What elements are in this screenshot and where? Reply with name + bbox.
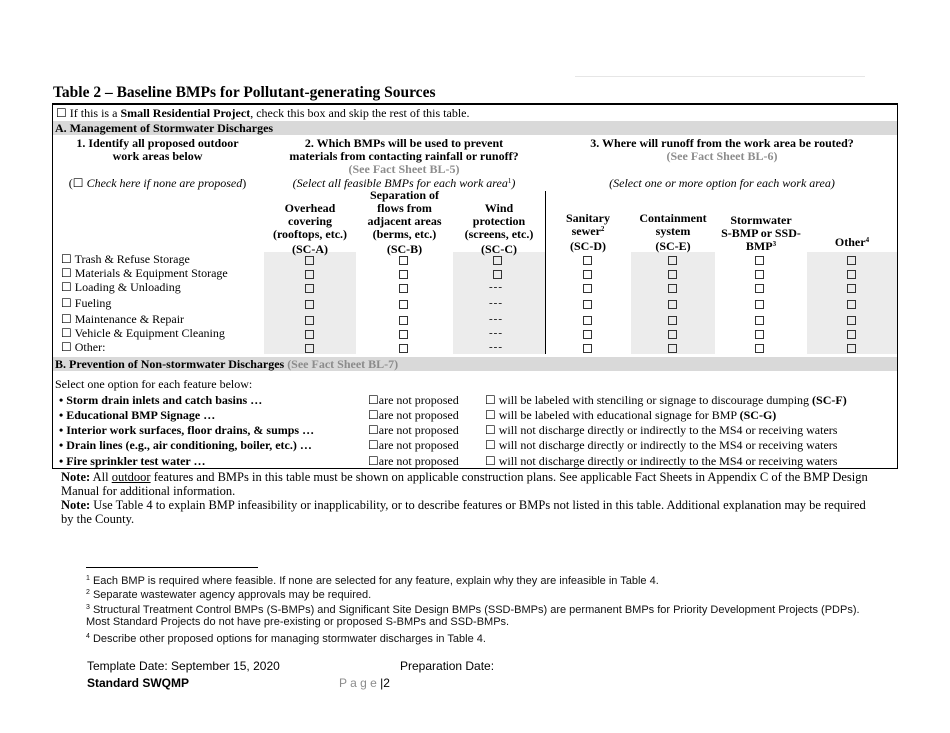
- bmp-checkbox-sc-d[interactable]: [583, 284, 592, 293]
- none-proposed-checkbox[interactable]: ☐: [72, 176, 84, 190]
- feature-option-no-discharge: ☐ will not discharge directly or indirectly to the MS4 or receiving waters: [485, 423, 838, 437]
- bmp-checkbox-sc-b[interactable]: [399, 344, 408, 353]
- bmp-checkbox-sc-e[interactable]: [668, 256, 677, 265]
- bmp-checkbox-sc-c[interactable]: [493, 270, 502, 279]
- footnote-1: $^1$ Each BMP is required where feasible. If none are selected for any feature, explain why they are infeasible in Table 4.: [86, 575, 659, 587]
- top-rule: [575, 76, 865, 77]
- feature-option-not-proposed: ☐are not proposed: [368, 454, 459, 468]
- bmp-checkbox-sc-d[interactable]: [583, 330, 592, 339]
- work-area-item: ☐ Vehicle & Equipment Cleaning: [61, 326, 225, 340]
- feature-option-not-proposed: ☐are not proposed: [368, 438, 459, 452]
- template-date: Template Date: September 15, 2020: [87, 659, 280, 673]
- work-area-item: ☐ Maintenance & Repair: [61, 312, 185, 326]
- bmp-col-other-header: Other$^4$: [834, 235, 870, 249]
- feature-option-no-discharge: ☐ will not discharge directly or indirectly to the MS4 or receiving waters: [485, 454, 838, 468]
- not-proposed-checkbox[interactable]: ☐: [368, 393, 379, 407]
- bmp-checkbox-other[interactable]: [847, 316, 856, 325]
- not-proposed-checkbox[interactable]: ☐: [368, 423, 379, 437]
- note-table-4: Note: Use Table 4 to explain BMP infeasibility or inapplicability, or to describe features or BMPs not listed in this table. Additional explanation may be required by the County.: [61, 498, 866, 526]
- small-residential-row: ☐ If this is a Small Residential Project, check this box and skip the rest of this table.: [56, 106, 470, 120]
- bmp-checkbox-sc-b[interactable]: [399, 330, 408, 339]
- bmp-checkbox-other[interactable]: [847, 270, 856, 279]
- bmp-checkbox-stormwater-bmp[interactable]: [755, 330, 764, 339]
- work-area-item: ☐ Other:: [61, 340, 106, 354]
- bmp-checkbox-other[interactable]: [847, 284, 856, 293]
- bmp-checkbox-stormwater-bmp[interactable]: [755, 256, 764, 265]
- document-name: Standard SWQMP: [87, 676, 190, 690]
- preparation-date: Preparation Date:: [400, 659, 495, 673]
- col2-header-line2: materials from contacting rainfall or runoff?: [289, 149, 519, 163]
- footnote-4: $^4$ Describe other proposed options for managing stormwater discharges in Table 4.: [86, 633, 486, 645]
- bmp-col-sc-a-header: Overhead covering (rooftops, etc.) (SC-A): [272, 201, 348, 256]
- labeled-checkbox[interactable]: ☐: [485, 408, 496, 422]
- bmp-checkbox-sc-e[interactable]: [668, 300, 677, 309]
- feature-label: • Storm drain inlets and catch basins …: [59, 393, 263, 407]
- no-discharge-checkbox[interactable]: ☐: [485, 423, 496, 437]
- work-area-checkbox[interactable]: ☐: [61, 252, 72, 266]
- col2-fact-sheet-ref: (See Fact Sheet BL-5): [348, 162, 460, 176]
- feature-option-not-proposed: ☐are not proposed: [368, 423, 459, 437]
- work-area-checkbox[interactable]: ☐: [61, 340, 72, 354]
- not-proposed-checkbox[interactable]: ☐: [368, 408, 379, 422]
- bmp-checkbox-sc-a[interactable]: [305, 284, 314, 293]
- bmp-col-stormwater-header: Stormwater S-BMP or SSD- BMP$^3$: [721, 213, 801, 253]
- not-applicable-dash: ---: [489, 313, 503, 325]
- not-applicable-dash: ---: [489, 341, 503, 353]
- bmp-col-sc-b-header: Separation of flows from adjacent areas (berms, etc.) (SC-B): [367, 188, 442, 256]
- bmp-checkbox-other[interactable]: [847, 344, 856, 353]
- section-b-heading: B. Prevention of Non-stormwater Discharges (See Fact Sheet BL-7): [55, 357, 399, 371]
- section-a-heading: A. Management of Stormwater Discharges: [55, 121, 274, 135]
- feature-label: • Interior work surfaces, floor drains, & sumps …: [59, 423, 315, 437]
- work-area-checkbox[interactable]: ☐: [61, 296, 72, 310]
- small-residential-label: Small Residential Project: [120, 106, 251, 120]
- not-applicable-dash: ---: [489, 297, 503, 309]
- col3-fact-sheet-ref: (See Fact Sheet BL-6): [666, 149, 778, 163]
- bmp-checkbox-sc-b[interactable]: [399, 270, 408, 279]
- col1-none-note: (☐ Check here if none are proposed): [68, 176, 247, 190]
- col3-select-note: (Select one or more option for each work area): [609, 176, 835, 190]
- bmp-checkbox-sc-d[interactable]: [583, 256, 592, 265]
- col1-header-line1: 1. Identify all proposed outdoor: [76, 136, 239, 150]
- bmp-checkbox-sc-b[interactable]: [399, 300, 408, 309]
- not-applicable-dash: ---: [489, 281, 503, 293]
- table-title: Table 2 – Baseline BMPs for Pollutant-generating Sources: [53, 84, 436, 101]
- col2-header-line1: 2. Which BMPs will be used to prevent: [304, 136, 504, 150]
- work-area-checkbox[interactable]: ☐: [61, 280, 72, 294]
- footnote-rule: [86, 567, 258, 568]
- bmp-checkbox-other[interactable]: [847, 330, 856, 339]
- bmp-checkbox-sc-e[interactable]: [668, 330, 677, 339]
- bmp-checkbox-sc-a[interactable]: [305, 300, 314, 309]
- col2-select-note: (Select all feasible BMPs for each work area$^1$): [292, 176, 516, 190]
- bmp-checkbox-sc-e[interactable]: [668, 344, 677, 353]
- no-discharge-checkbox[interactable]: ☐: [485, 454, 496, 468]
- bmp-checkbox-sc-d[interactable]: [583, 300, 592, 309]
- feature-label: • Drain lines (e.g., air conditioning, boiler, etc.) …: [59, 438, 312, 452]
- bmp-checkbox-sc-d[interactable]: [583, 344, 592, 353]
- work-area-item: ☐ Trash & Refuse Storage: [61, 252, 190, 266]
- bmp-checkbox-sc-e[interactable]: [668, 284, 677, 293]
- bmp-checkbox-sc-e[interactable]: [668, 270, 677, 279]
- small-residential-checkbox[interactable]: ☐: [56, 106, 67, 120]
- work-area-checkbox[interactable]: ☐: [61, 266, 72, 280]
- feature-option-not-proposed: ☐are not proposed: [368, 393, 459, 407]
- feature-option-no-discharge: ☐ will not discharge directly or indirectly to the MS4 or receiving waters: [485, 438, 838, 452]
- bmp-col-sc-e-header: Containment system (SC-E): [639, 211, 707, 253]
- bmp-checkbox-sc-b[interactable]: [399, 316, 408, 325]
- labeled-checkbox[interactable]: ☐: [485, 393, 496, 407]
- bmp-checkbox-sc-a[interactable]: [305, 256, 314, 265]
- bmp-checkbox-stormwater-bmp[interactable]: [755, 270, 764, 279]
- col-separator: [545, 191, 546, 354]
- work-area-item: ☐ Fueling: [61, 296, 112, 310]
- bmp-checkbox-stormwater-bmp[interactable]: [755, 344, 764, 353]
- bmp-checkbox-sc-b[interactable]: [399, 284, 408, 293]
- bmp-checkbox-other[interactable]: [847, 300, 856, 309]
- col1-header-line2: work areas below: [112, 149, 203, 163]
- bmp-checkbox-stormwater-bmp[interactable]: [755, 284, 764, 293]
- work-area-checkbox[interactable]: ☐: [61, 312, 72, 326]
- bmp-checkbox-other[interactable]: [847, 256, 856, 265]
- bmp-checkbox-sc-a[interactable]: [305, 344, 314, 353]
- bmp-col-sc-c-header: Wind protection (screens, etc.) (SC-C): [464, 201, 534, 256]
- feature-option-labeled: ☐ will be labeled with educational signage for BMP (SC-G): [485, 408, 777, 422]
- bmp-checkbox-sc-b[interactable]: [399, 256, 408, 265]
- work-area-checkbox[interactable]: ☐: [61, 326, 72, 340]
- bmp-checkbox-sc-e[interactable]: [668, 316, 677, 325]
- feature-label: • Fire sprinkler test water …: [59, 454, 206, 468]
- not-proposed-checkbox[interactable]: ☐: [368, 438, 379, 452]
- page-number: P a g e |2: [339, 676, 390, 690]
- bmp-checkbox-stormwater-bmp[interactable]: [755, 300, 764, 309]
- bmp-checkbox-sc-a[interactable]: [305, 270, 314, 279]
- bmp-col-sc-d-header: Sanitary sewer$^2$ (SC-D): [565, 211, 610, 253]
- section-b-fact-sheet-ref: (See Fact Sheet BL-7): [287, 357, 399, 371]
- note-outdoor-features: Note: All outdoor features and BMPs in this table must be shown on applicable construction plans. See applicable Fact Sheets in Appendix C of the BMP Design Manual for additional information.: [61, 470, 868, 498]
- bmp-checkbox-sc-d[interactable]: [583, 316, 592, 325]
- not-proposed-checkbox[interactable]: ☐: [368, 454, 379, 468]
- work-area-item: ☐ Loading & Unloading: [61, 280, 181, 294]
- work-area-item: ☐ Materials & Equipment Storage: [61, 266, 228, 280]
- col3-header: 3. Where will runoff from the work area be routed?: [590, 136, 854, 150]
- feature-label: • Educational BMP Signage …: [59, 408, 216, 422]
- not-applicable-dash: ---: [489, 327, 503, 339]
- bmp-checkbox-sc-a[interactable]: [305, 330, 314, 339]
- bmp-checkbox-sc-d[interactable]: [583, 270, 592, 279]
- no-discharge-checkbox[interactable]: ☐: [485, 438, 496, 452]
- feature-option-not-proposed: ☐are not proposed: [368, 408, 459, 422]
- footnote-2: $^2$ Separate wastewater agency approvals may be required.: [86, 589, 372, 601]
- bmp-checkbox-stormwater-bmp[interactable]: [755, 316, 764, 325]
- bmp-checkbox-sc-c[interactable]: [493, 256, 502, 265]
- section-b-instruction: Select one option for each feature below:: [55, 377, 253, 391]
- footnote-3: $^3$ Structural Treatment Control BMPs (S-BMPs) and Significant Site Design BMPs (SSD-BMPs) are permanent BMPs for Priority Development Projects (PDPs). Most Standard Projects do not have pre-existing or proposed S-BMPs and SSD-BMPs.: [86, 604, 860, 628]
- feature-option-labeled: ☐ will be labeled with stenciling or signage to discourage dumping (SC-F): [485, 393, 847, 407]
- bmp-checkbox-sc-a[interactable]: [305, 316, 314, 325]
